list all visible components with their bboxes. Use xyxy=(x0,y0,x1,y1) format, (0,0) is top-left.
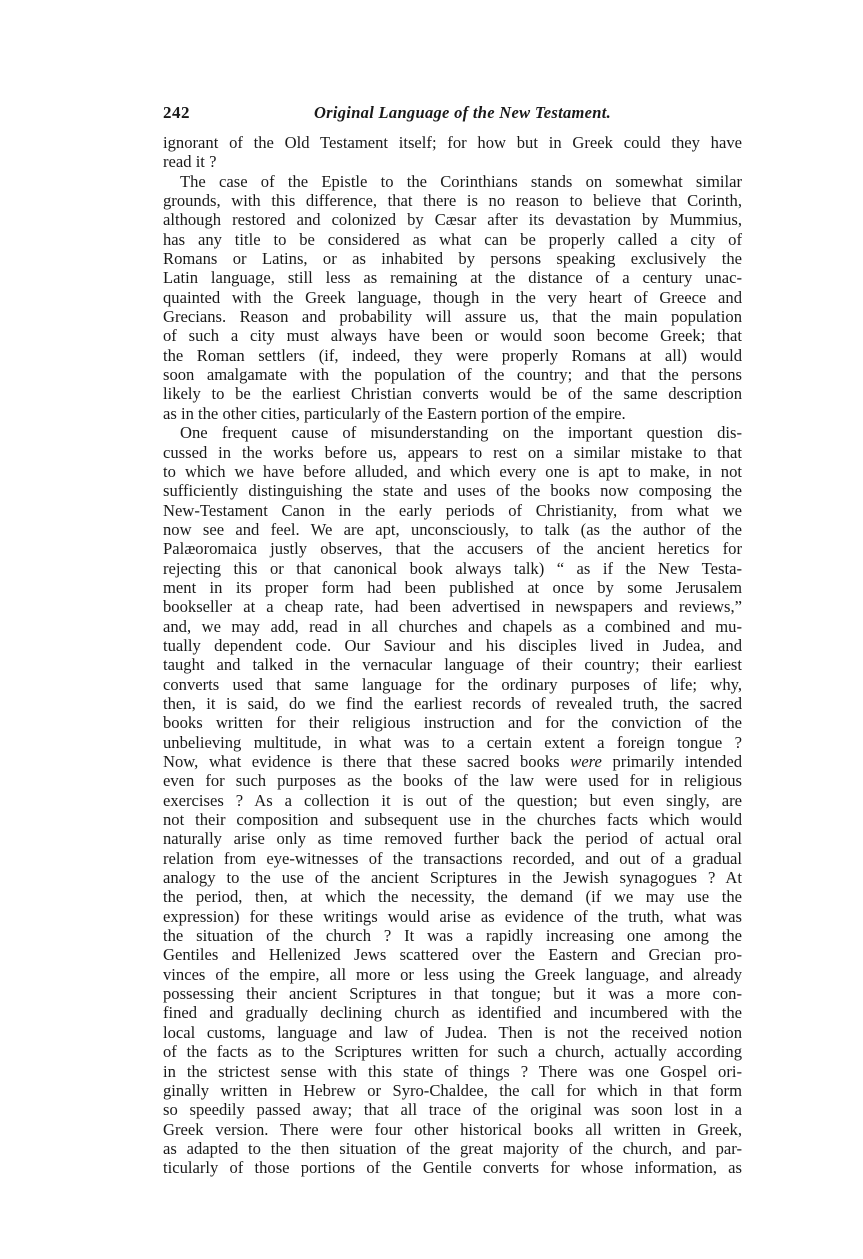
text-line: the period, then, at which the necessity, the demand (if we may use the xyxy=(163,887,742,907)
text-line: Palæoromaica justly observes, that the accusers of the ancient heretics for xyxy=(163,539,742,559)
text-line: converts used that same language for the ordinary purposes of life; why, xyxy=(163,674,742,694)
text-line: New-Testament Canon in the early periods of Christianity, from what we xyxy=(163,500,742,520)
paragraph xyxy=(163,423,742,1177)
text-line: unbelieving multitude, in what was to a certain extent a foreign tongue ? xyxy=(163,732,742,752)
text-line: in the strictest sense with this state of things ? There was one Gospel ori- xyxy=(163,1061,742,1081)
book-page xyxy=(163,100,742,1178)
text-line: exercises ? As a collection it is out of the question; but even singly, are xyxy=(163,790,742,810)
text-line: taught and talked in the vernacular language of their country; their earliest xyxy=(163,655,742,675)
text-line: quainted with the Greek language, though in the very heart of Greece and xyxy=(163,287,742,307)
text-line: Now, what evidence is there that these sacred books were primarily intended xyxy=(163,752,742,771)
page-number: 242 xyxy=(163,103,190,122)
text-line: Latin language, still less as remaining at the distance of a century unac- xyxy=(163,268,742,288)
text-line: rejecting this or that canonical book always talk) “ as if the New Testa- xyxy=(163,558,742,578)
body-text xyxy=(163,133,742,1178)
text-line: and, we may add, read in all churches and chapels as a combined and mu- xyxy=(163,616,742,636)
paragraph xyxy=(163,133,742,172)
text-line: of such a city must always have been or would soon become Greek; that xyxy=(163,326,742,346)
text-line: sufficiently distinguishing the state and uses of the books now composing the xyxy=(163,481,742,501)
paragraph xyxy=(163,172,742,423)
text-line: books written for their religious instruction and for the conviction of the xyxy=(163,713,742,733)
text-line: of the facts as to the Scriptures written for such a church, actually according xyxy=(163,1042,742,1062)
text-line: One frequent cause of misunderstanding on the important question dis- xyxy=(180,423,742,443)
italic-emphasis: were xyxy=(570,752,602,771)
text-line: vinces of the empire, all more or less using the Greek language, and already xyxy=(163,964,742,984)
text-line: although restored and colonized by Cæsar after its devastation by Mummius, xyxy=(163,210,742,230)
text-line: possessing their ancient Scriptures in that tongue; but it was a more con- xyxy=(163,984,742,1004)
text-line: grounds, with this difference, that there is no reason to believe that Corinth, xyxy=(163,191,742,211)
text-line: the situation of the church ? It was a rapidly increasing one among the xyxy=(163,926,742,946)
text-line: Greek version. There were four other historical books all written in Greek, xyxy=(163,1119,742,1139)
text-line: bookseller at a cheap rate, had been advertised in newspapers and reviews,” xyxy=(163,597,742,617)
text-line: The case of the Epistle to the Corinthians stands on somewhat similar xyxy=(180,171,742,191)
text-line: ignorant of the Old Testament itself; for how but in Greek could they have xyxy=(163,133,742,152)
running-title: Original Language of the New Testament. xyxy=(313,103,612,122)
text-line: has any title to be considered as what can be properly called a city of xyxy=(163,229,742,249)
text-line: read it ? xyxy=(163,152,217,172)
text-line: analogy to the use of the ancient Scriptures in the Jewish synagogues ? At xyxy=(163,868,742,888)
text-line: Romans or Latins, or as inhabited by persons speaking exclusively the xyxy=(163,249,742,269)
text-line: to which we have before alluded, and which every one is apt to make, in not xyxy=(163,461,742,481)
text-line: soon amalgamate with the population of the country; and that the persons xyxy=(163,365,742,385)
text-line: relation from eye-witnesses of the transactions recorded, and out of a gradual xyxy=(163,848,742,868)
text-line: even for such purposes as the books of the law were used for in religious xyxy=(163,771,742,791)
text-line: so speedily passed away; that all trace of the original was soon lost in a xyxy=(163,1100,742,1120)
text-line: as adapted to the then situation of the great majority of the church, and par- xyxy=(163,1138,742,1158)
text-line: local customs, language and law of Judea. Then is not the received notion xyxy=(163,1022,742,1042)
running-header xyxy=(163,100,742,126)
text-line: fined and gradually declining church as identified and incumbered with the xyxy=(163,1003,742,1023)
text-line: ticularly of those portions of the Gentile converts for whose information, as xyxy=(163,1158,742,1178)
text-line: likely to be the earliest Christian converts would be of the same description xyxy=(163,384,742,404)
text-line: naturally arise only as time removed further back the period of actual oral xyxy=(163,829,742,849)
text-line: now see and feel. We are apt, unconsciously, to talk (as the author of the xyxy=(163,519,742,539)
text-line: ginally written in Hebrew or Syro-Chaldee, the call for which in that form xyxy=(163,1080,742,1100)
text-line: Gentiles and Hellenized Jews scattered over the Eastern and Grecian pro- xyxy=(163,945,742,965)
text-line: expression) for these writings would arise as evidence of the truth, what was xyxy=(163,906,742,926)
text-line: Grecians. Reason and probability will assure us, that the main population xyxy=(163,307,742,327)
text-line: cussed in the works before us, appears to rest on a similar mistake to that xyxy=(163,442,742,462)
text-line: as in the other cities, particularly of the Eastern portion of the empire. xyxy=(163,403,626,423)
text-line: not their composition and subsequent use in the churches facts which would xyxy=(163,810,742,830)
text-line: tually dependent code. Our Saviour and his disciples lived in Judea, and xyxy=(163,635,742,655)
text-line: the Roman settlers (if, indeed, they were properly Romans at all) would xyxy=(163,345,742,365)
text-line: ment in its proper form had been published at once by some Jerusalem xyxy=(163,577,742,597)
text-line: then, it is said, do we find the earliest records of revealed truth, the sacred xyxy=(163,693,742,713)
